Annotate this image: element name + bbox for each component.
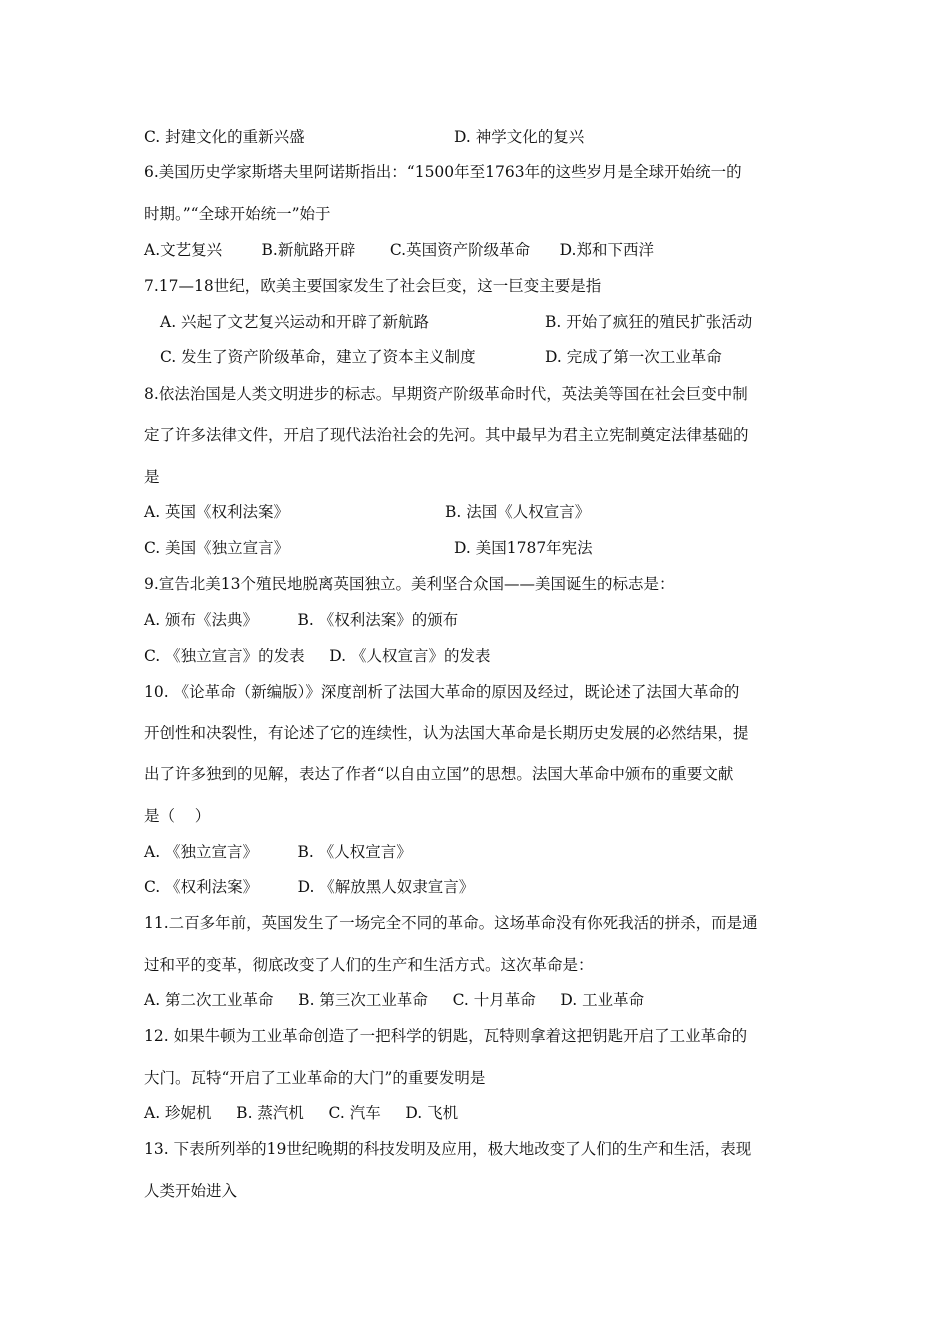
question-7-option-a: A. 兴起了文艺复兴运动和开辟了新航路: [160, 313, 430, 331]
question-12-stem-cont: 大门。瓦特“开启了工业革命的大门”的重要发明是: [144, 1069, 486, 1087]
question-9-options-ab: A. 颁布《法典》 B. 《权利法案》的颁布: [144, 611, 459, 629]
question-10-stem: 10. 《论革命（新编版）》深度剖析了法国大革命的原因及经过，既论述了法国大革命的: [144, 683, 740, 701]
question-8-stem-cont: 定了许多法律文件，开启了现代法治社会的先河。其中最早为君主立宪制奠定法律基础的: [144, 426, 749, 444]
question-6-options: A.文艺复兴 B.新航路开辟 C.英国资产阶级革命 D.郑和下西洋: [144, 241, 654, 259]
question-7-stem: 7.17—18世纪，欧美主要国家发生了社会巨变，这一巨变主要是指: [144, 277, 602, 295]
question-9-stem: 9.宣告北美13个殖民地脱离英国独立。美利坚合众国——美国诞生的标志是：: [144, 575, 675, 593]
question-7-option-d: D. 完成了第一次工业革命: [545, 348, 722, 366]
question-6-stem-cont: 时期。”“全球开始统一”始于: [144, 205, 331, 223]
question-11-options: A. 第二次工业革命 B. 第三次工业革命 C. 十月革命 D. 工业革命: [144, 991, 645, 1009]
question-10-options-cd: C. 《权利法案》 D. 《解放黑人奴隶宣言》: [144, 878, 475, 896]
question-8-option-a: A. 英国《权利法案》: [144, 503, 290, 521]
question-13-stem: 13. 下表所列举的19世纪晚期的科技发明及应用，极大地改变了人们的生产和生活，表现: [144, 1140, 752, 1158]
question-10-stem-cont-2: 出了许多独到的见解，表达了作者“以自由立国”的思想。法国大革命中颁布的重要文献: [144, 765, 734, 783]
question-9-options-cd: C. 《独立宣言》的发表 D. 《人权宣言》的发表: [144, 647, 491, 665]
question-10-stem-cont-1: 开创性和决裂性，有论述了它的连续性，认为法国大革命是长期历史发展的必然结果，提: [144, 724, 749, 742]
question-7-option-b: B. 开始了疯狂的殖民扩张活动: [545, 313, 753, 331]
question-12-stem: 12. 如果牛顿为工业革命创造了一把科学的钥匙，瓦特则拿着这把钥匙开启了工业革命的: [144, 1027, 748, 1045]
question-10-stem-end: 是（ ）: [144, 807, 211, 825]
question-13-stem-cont: 人类开始进入: [144, 1182, 238, 1200]
question-11-stem-cont: 过和平的变革，彻底改变了人们的生产和生活方式。这次革命是：: [144, 956, 594, 974]
question-7-option-c: C. 发生了资产阶级革命，建立了资本主义制度: [160, 348, 476, 366]
option-c-q5: C. 封建文化的重新兴盛: [144, 128, 305, 146]
question-8-stem-end: 是: [144, 468, 160, 486]
question-8-option-c: C. 美国《独立宣言》: [144, 539, 290, 557]
question-6-stem: 6.美国历史学家斯塔夫里阿诺斯指出：“1500年至1763年的这些岁月是全球开始统一的: [144, 163, 742, 181]
question-8-stem: 8.依法治国是人类文明进步的标志。早期资产阶级革命时代，英法美等国在社会巨变中制: [144, 385, 748, 403]
question-11-stem: 11.二百多年前，英国发生了一场完全不同的革命。这场革命没有你死我活的拼杀，而是通: [144, 914, 758, 932]
option-d-q5: D. 神学文化的复兴: [454, 128, 585, 146]
question-8-option-d: D. 美国1787年宪法: [454, 539, 593, 557]
question-8-option-b: B. 法国《人权宣言》: [445, 503, 591, 521]
question-10-options-ab: A. 《独立宣言》 B. 《人权宣言》: [144, 843, 412, 861]
question-12-options: A. 珍妮机 B. 蒸汽机 C. 汽车 D. 飞机: [144, 1104, 459, 1122]
